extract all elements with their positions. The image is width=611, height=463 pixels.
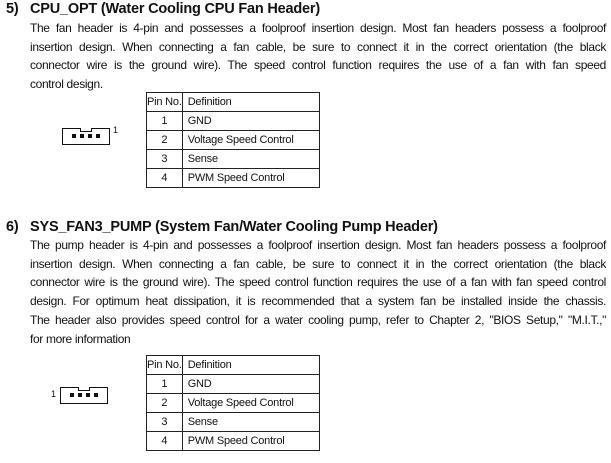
pin-definition-cell: Sense bbox=[182, 413, 319, 432]
fan-header-connector-icon bbox=[60, 387, 108, 404]
table-header-cell: Definition bbox=[182, 93, 319, 112]
pin1-label: 1 bbox=[113, 125, 119, 135]
table-row bbox=[147, 112, 320, 131]
connector-key-tab bbox=[78, 387, 90, 391]
pin-definition-cell: Voltage Speed Control bbox=[182, 131, 319, 150]
section-description bbox=[30, 236, 606, 348]
fan-header-connector-icon bbox=[62, 128, 110, 145]
pin-number-cell: 3 bbox=[147, 150, 183, 169]
description-line: connector wire is the ground wire). The speed control function requires the use of a fan with fan speed bbox=[30, 58, 606, 73]
pin-number-cell: 2 bbox=[147, 131, 183, 150]
pin-definition-cell: Sense bbox=[182, 150, 319, 169]
pin1-label: 1 bbox=[51, 389, 57, 399]
table-header-cell: Pin No. bbox=[147, 93, 183, 112]
description-line: The pump header is 4-pin and possesses a foolproof insertion design. Most fan headers possess a foolproof bbox=[30, 238, 606, 252]
pin-number-cell: 1 bbox=[147, 112, 183, 131]
table-header-cell: Definition bbox=[182, 356, 319, 375]
section-heading bbox=[6, 219, 438, 235]
connector-pins bbox=[63, 134, 109, 139]
description-line: insertion design. When connecting a fan cable, be sure to connect it in the correct orientation (the black bbox=[30, 256, 606, 271]
pin-number-cell: 4 bbox=[147, 169, 183, 188]
table-row bbox=[147, 131, 320, 150]
pin-definition-cell: GND bbox=[182, 375, 319, 394]
connector-key-tab bbox=[80, 128, 92, 132]
description-line: The header also provides speed control for a water cooling pump, refer to Chapter 2, "BIOS Setup," "M.I.T.," bbox=[30, 312, 606, 327]
description-line: The fan header is 4-pin and possesses a foolproof insertion design. Most fan headers possess a foolproof bbox=[30, 21, 606, 35]
table-row bbox=[147, 394, 320, 413]
section-number: 5) bbox=[6, 1, 19, 17]
pin-definition-cell: PWM Speed Control bbox=[182, 432, 319, 451]
table-header-row bbox=[147, 93, 320, 112]
description-line: control design. bbox=[30, 77, 103, 92]
pin-definition-cell: GND bbox=[182, 112, 319, 131]
pin-number-cell: 4 bbox=[147, 432, 183, 451]
pin-number-cell: 1 bbox=[147, 375, 183, 394]
table-header-cell: Pin No. bbox=[147, 356, 183, 375]
section-title: CPU_OPT (Water Cooling CPU Fan Header) bbox=[30, 1, 320, 17]
section-number: 6) bbox=[6, 219, 19, 235]
pin-definition-cell: Voltage Speed Control bbox=[182, 394, 319, 413]
pin-definition-cell: PWM Speed Control bbox=[182, 169, 319, 188]
description-line: connector wire is the ground wire). The speed control function requires the use of a fan with fan speed control bbox=[30, 275, 606, 290]
pin-number-cell: 3 bbox=[147, 413, 183, 432]
connector-pins bbox=[61, 393, 107, 398]
table-row bbox=[147, 432, 320, 451]
table-row bbox=[147, 169, 320, 188]
pin-number-cell: 2 bbox=[147, 394, 183, 413]
pin-definition-table bbox=[146, 355, 320, 451]
table-header-row bbox=[147, 356, 320, 375]
description-line: design. For optimum heat dissipation, it is recommended that a system fan be installed inside the chassis. bbox=[30, 294, 606, 309]
table-row bbox=[147, 375, 320, 394]
description-line: insertion design. When connecting a fan cable, be sure to connect it in the correct orientation (the black bbox=[30, 39, 606, 54]
description-line: for more information bbox=[30, 331, 131, 346]
pin-definition-table bbox=[146, 92, 320, 188]
section-title: SYS_FAN3_PUMP (System Fan/Water Cooling Pump Header) bbox=[30, 219, 438, 235]
section-heading bbox=[6, 1, 320, 17]
table-row bbox=[147, 150, 320, 169]
table-row bbox=[147, 413, 320, 432]
section-description bbox=[30, 19, 606, 94]
